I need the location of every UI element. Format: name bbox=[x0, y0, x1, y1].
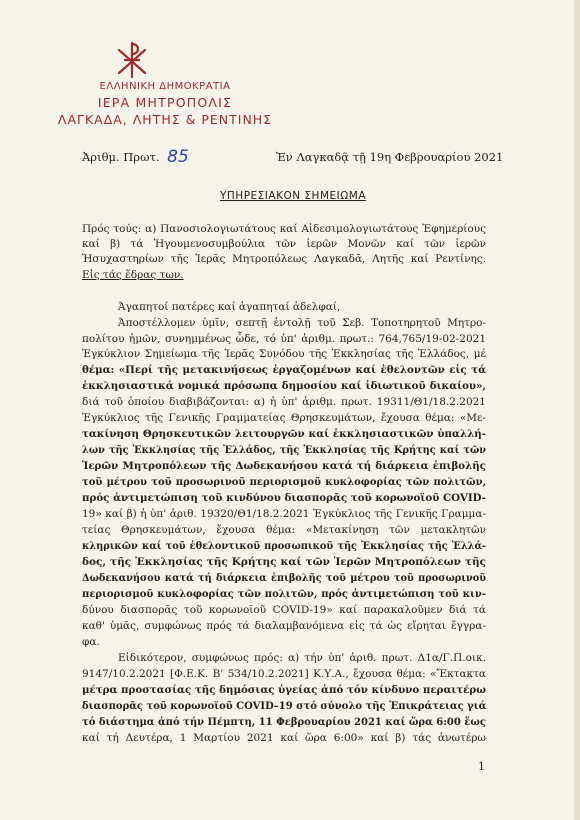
protocol-label: Ἀριθμ. Πρωτ. bbox=[82, 150, 160, 164]
body-line: πρός ἀντιμετώπιση τοῦ κινδύνου διασπορᾶς τοῦ κορωνοϊοῦ COVID- bbox=[82, 492, 486, 504]
body-line: διασπορᾶς τοῦ κορωνοϊοῦ COVID–19 στό σύνολο τῆς Ἐπικράτειας γιά bbox=[82, 701, 487, 712]
body-line: καί τή Δευτέρα, 1 Μαρτίου 2021 καί ὥρα 6:00» καί β) τάς ἀνωτέρω bbox=[82, 732, 486, 744]
protocol-number: 85 bbox=[167, 147, 189, 167]
letterhead-state: ΕΛΛΗΝΙΚΗ ΔΗΜΟΚΡΑΤΙΑ bbox=[99, 81, 231, 92]
body-line: θέμα: «Περί τῆς μετακινήσεως ἐργαζομένων καί ἐθελοντῶν εἰς τά bbox=[82, 364, 486, 376]
body-line: 9147/10.2.2021 [Φ.Ε.Κ. Β' 534/10.2.2021] Κ.Υ.Α., ἔχουσα θέμα: «Ἔκτακτα bbox=[82, 668, 486, 680]
body-line: τακίνηση Θρησκευτικῶν λειτουργῶν καί ἐκκλησιαστικῶν ὑπαλλή- bbox=[82, 428, 486, 440]
body-line: ἐκκλησιαστικά νομικά πρόσωπα δημοσίου καί ἰδιωτικοῦ δικαίου», bbox=[82, 380, 486, 392]
addressee-line: καί β) τά Ἡγουμενοσυμβούλια τῶν ἱερῶν Μονῶν καί τῶν ἱερῶν bbox=[82, 238, 486, 250]
body-line: τείας Θρησκευμάτων, ἔχουσα θέμα: «Μετακίνηση τῶν μετακλητῶν bbox=[82, 524, 486, 536]
greeting: Ἀγαπητοί πατέρες καί ἀγαπηταί ἀδελφαί, bbox=[118, 301, 341, 313]
body-line: δύνου διασπορᾶς τοῦ κορωνοϊοῦ COVID-19» καί παρακαλοῦμεν διά τά bbox=[82, 604, 486, 616]
date-line: Ἐν Λαγκαδᾷ τῇ 19η Φεβρουαρίου 2021 bbox=[276, 150, 504, 164]
protocol-line bbox=[82, 146, 189, 166]
page-edge bbox=[574, 0, 580, 820]
addressee-seat: Εἰς τάς ἕδρας των. bbox=[82, 269, 184, 281]
body-line: διά τοῦ ὁποίου διαβιβάζονται: α) ἡ ὑπ' ἀριθμ. πρωτ. 19311/Θ1/18.2.2021 bbox=[82, 396, 486, 408]
body-line: φα. bbox=[82, 636, 100, 648]
body-line: καθ' ὑμᾶς, συμφώνως πρός τά διαλαμβανόμενα εἰς τά ὡς εἴρηται ἔγγρα- bbox=[82, 620, 486, 632]
addressee-line: Ἡσυχαστηρίων τῆς Ἱερᾶς Μητροπόλεως Λαγκαδᾶ, Λητῆς καί Ρεντίνης. bbox=[82, 253, 486, 265]
body-line: δος, τῆς Ἐκκλησίας τῆς Κρήτης καί τῶν Ἱερῶν Μητροπόλεων τῆς bbox=[82, 556, 486, 568]
body-line: Ἐγκύκλιος τῆς Γενικῆς Γραμματείας Θρησκευμάτων, ἔχουσα θέμα: «Με- bbox=[82, 412, 486, 424]
body-line: Ἱερῶν Μητροπόλεων τῆς Δωδεκανήσου κατά τή διάρκεια ἐπιβολῆς bbox=[82, 460, 486, 472]
chi-rho-emblem-icon bbox=[112, 40, 152, 80]
body-line: Δωδεκανήσου κατά τή διάρκεια ἐπιβολῆς τοῦ μέτρου τοῦ προσωρινοῦ bbox=[82, 573, 486, 584]
body-line: Εἰδικότερον, συμφώνως πρός: α) τήν ὑπ' ἀριθ. πρωτ. Δ1α/Γ.Π.οικ. bbox=[118, 652, 486, 664]
document-title: ΥΠΗΡΕΣΙΑΚΟΝ ΣΗΜΕΙΩΜΑ bbox=[220, 190, 367, 202]
body-line: πολίτου ἡμῶν, συνημμένως ὧδε, τό ὑπ' ἀριθμ. πρωτ.: 764,765/19-02-2021 bbox=[82, 333, 486, 345]
body-line: Ἀποστέλλομεν ὑμῖν, σεπτῇ ἐντολῇ τοῦ Σεβ. Τοποτηρητοῦ Μητρο- bbox=[118, 317, 486, 329]
page-number: 1 bbox=[478, 760, 485, 773]
body-line: περιορισμοῦ κυκλοφορίας τῶν πολιτῶν, πρός ἀντιμετώπιση τοῦ κιν- bbox=[82, 589, 486, 600]
body-line: τοῦ μέτρου τοῦ προσωρινοῦ περιορισμοῦ κυκλοφορίας τῶν πολιτῶν, bbox=[82, 477, 486, 488]
addressee-line: Πρός τούς: α) Πανοσιολογιωτάτους καί Αἰδεσιμολογιωτάτους Ἐφημερίους bbox=[82, 223, 486, 235]
letterhead-region: ΛΑΓΚΑΔΑ, ΛΗΤΗΣ & ΡΕΝΤΙΝΗΣ bbox=[57, 112, 273, 127]
body-line: Ἐγκύκλιον Σημείωμα τῆς Ἱερᾶς Συνόδου τῆς Ἐκκλησίας τῆς Ἑλλάδος, μέ bbox=[82, 348, 486, 360]
body-line: λων τῆς Ἐκκλησίας τῆς Ἑλλάδος, τῆς Ἐκκλησίας τῆς Κρήτης καί τῶν bbox=[82, 445, 486, 456]
body-line: 19» καί β) ἡ ὑπ' ἀριθ. 19320/Θ1/18.2.2021 Ἐγκύκλιος τῆς Γενικῆς Γραμμα- bbox=[82, 508, 486, 520]
body-line: μέτρα προστασίας τῆς δημόσιας ὑγείας ἀπό τόν κίνδυνο περαιτέρω bbox=[82, 684, 486, 696]
letterhead bbox=[50, 80, 280, 128]
letterhead-metropolis: ΙΕΡΑ ΜΗΤΡΟΠΟΛΙΣ bbox=[97, 95, 233, 110]
body-line: τό διάστημα ἀπό τήν Πέμπτη, 11 Φεβρουαρίου 2021 καί ὥρα 6:00 ἕως bbox=[82, 717, 486, 728]
body-line: κληρικῶν καί τοῦ ἐθελοντικοῦ προσωπικοῦ τῆς Ἐκκλησίας τῆς Ἑλλά- bbox=[82, 541, 486, 552]
